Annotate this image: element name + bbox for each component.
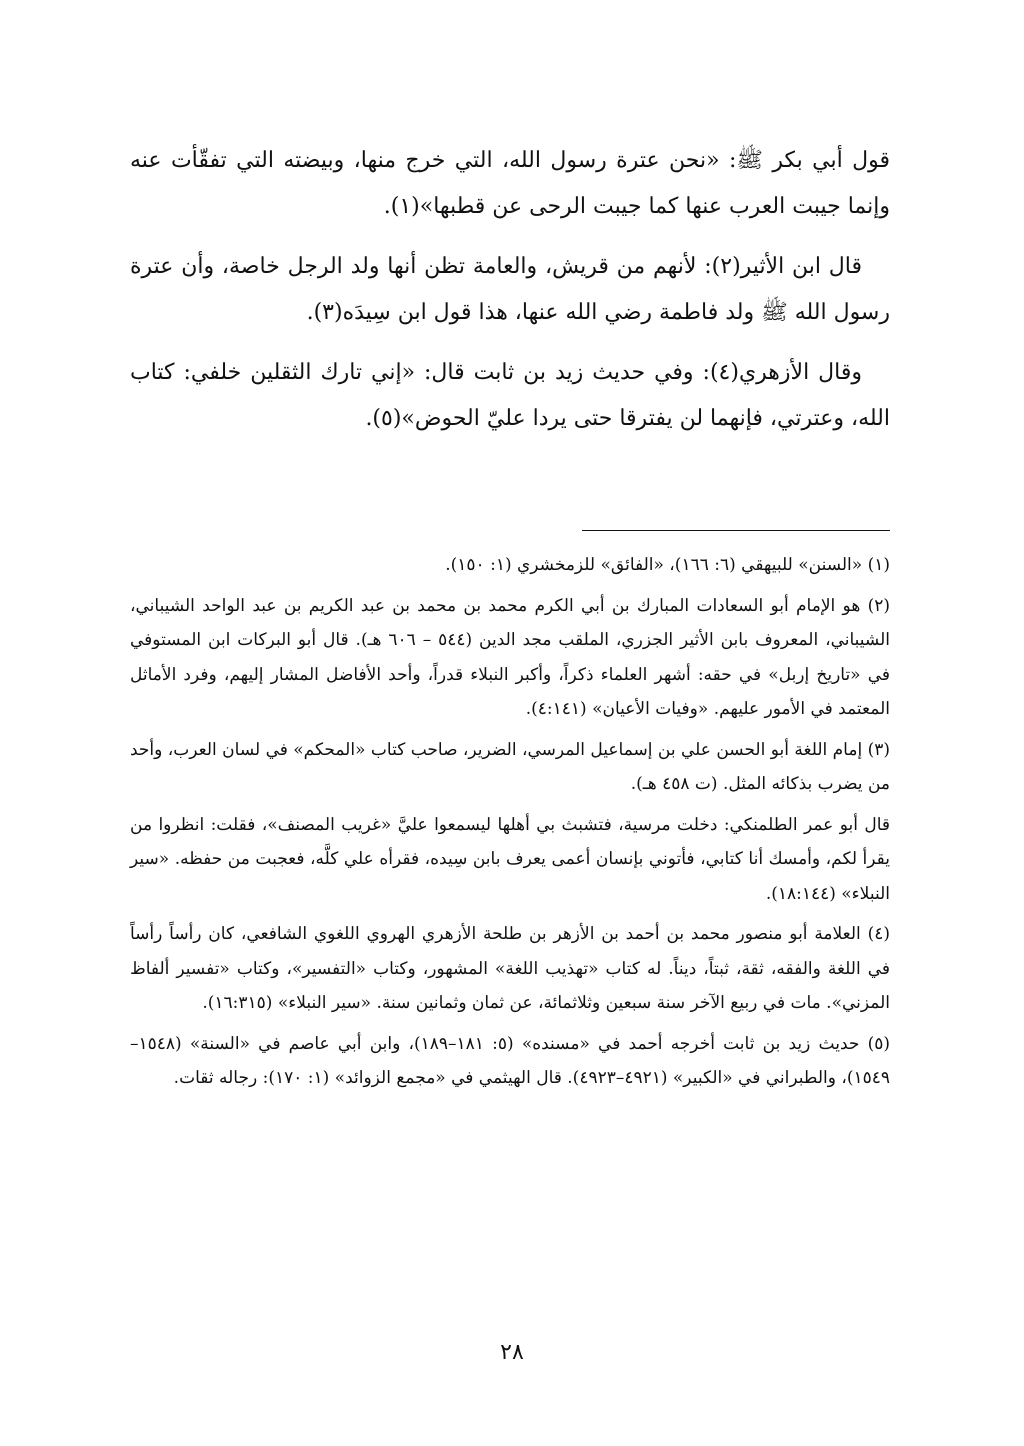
main-paragraph-3: وقال الأزهري(٤): وفي حديث زيد بن ثابت قال: «إني تارك الثقلين خلفي: كتاب الله، وعترتي، فإنهما لن يفترقا حتى يردا عليّ الحوض»(٥). [130,360,890,431]
main-text [130,138,890,456]
page-number: ٢٨ [500,1340,524,1365]
main-paragraph-1: قول أبي بكر ﷺ: «نحن عترة رسول الله، التي خرج منها، وبيضته التي تفقّأت عنه وإنما جيبت العرب عنها كما جيبت الرحى عن قطبها»(١). [130,148,890,219]
footnote-3-continuation: قال أبو عمر الطلمنكي: دخلت مرسية، فتشبث بي أهلها ليسمعوا عليَّ «غريب المصنف»، فقلت: انظروا من يقرأ لكم، وأمسك أنا كتابي، فأتوني بإنسان أعمى يعرف بابن سِيده، فقرأه علي كلَّه، فعجبت من حفظه. «سير النبلاء» (١٨:١٤٤). [130,814,890,904]
footnote-5: (٥) حديث زيد بن ثابت أخرجه أحمد في «مسنده» (٥: ١٨١–١٨٩)، وابن أبي عاصم في «السنة» (١٥٤٨–١٥٤٩)، والطبراني في «الكبير» (٤٩٢١–٤٩٢٣). قال الهيثمي في «مجمع الزوائد» (١: ١٧٠): رجاله ثقات. [130,1033,890,1088]
footnote-3: (٣) إمام اللغة أبو الحسن علي بن إسماعيل المرسي، الضرير، صاحب كتاب «المحكم» في لسان العرب، وأحد من يضرب بذكائه المثل. (ت ٤٥٨ هـ). [130,739,890,794]
footnote-separator [582,530,890,531]
footnotes [130,548,890,1102]
main-paragraph-2: قال ابن الأثير(٢): لأنهم من قريش، والعامة تظن أنها ولد الرجل خاصة، وأن عترة رسول الله ﷺ ولد فاطمة رضي الله عنها، هذا قول ابن سِيدَه(٣). [130,254,890,325]
footnote-4: (٤) العلامة أبو منصور محمد بن أحمد بن الأزهر بن طلحة الأزهري الهروي اللغوي الشافعي، كان رأساً رأساً في اللغة والفقه، ثقة، ثبتاً، ديناً. له كتاب «تهذيب اللغة» المشهور، وكتاب «التفسير»، وكتاب «تفسير ألفاظ المزني». مات في ربيع الآخر سنة سبعين وثلاثمائة، عن ثمان وثمانين سنة. «سير النبلاء» (١٦:٣١٥). [130,924,890,1013]
footnote-1: (١) «السنن» للبيهقي (٦: ١٦٦)، «الفائق» للزمخشري (١: ١٥٠). [445,555,890,575]
footnote-2: (٢) هو الإمام أبو السعادات المبارك بن أبي الكرم محمد بن محمد بن عبد الكريم بن عبد الواحد الشيباني، الشيباني، المعروف بابن الأثير الجزري، الملقب مجد الدين (٥٤٤ – ٦٠٦ هـ). قال أبو البركات ابن المستوفي في «تاريخ إربل» في حقه: أشهر العلماء ذكراً، وأكبر النبلاء قدراً، وأحد الأفاضل المشار إليهم، وفرد الأماثل المعتمد في الأمور عليهم. «وفيات الأعيان» (٤:١٤١). [130,595,890,719]
